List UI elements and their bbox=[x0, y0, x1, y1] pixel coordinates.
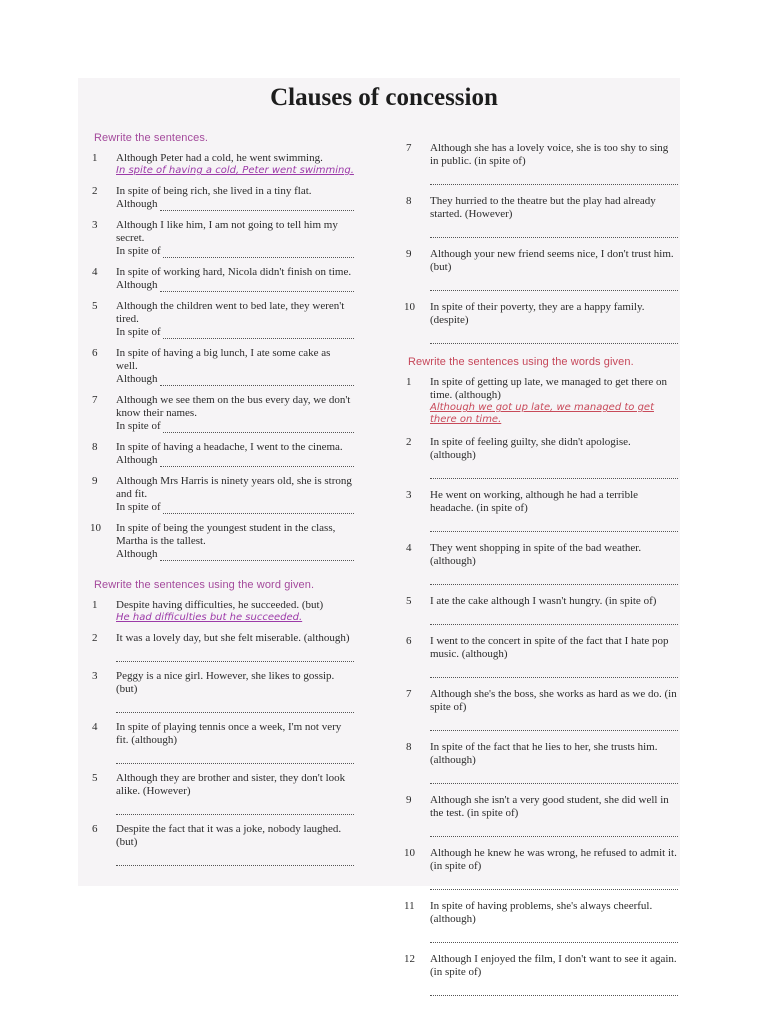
exercise-item bbox=[92, 394, 354, 433]
dotted-answer-blank[interactable] bbox=[116, 804, 354, 815]
exercise-item bbox=[406, 688, 678, 731]
item-sentence: Although we see them on the bus every day, we don't know their names. bbox=[116, 394, 351, 419]
item-number: 7 bbox=[92, 394, 98, 406]
answer-line[interactable] bbox=[116, 501, 354, 514]
item-sentence: I went to the concert in spite of the fact that I hate pop music. (although) bbox=[430, 635, 669, 660]
exercise-item bbox=[92, 823, 354, 866]
item-sentence: Despite the fact that it was a joke, nobody laughed. (but) bbox=[116, 823, 342, 848]
exercise-item bbox=[406, 489, 678, 532]
item-sentence: He went on working, although he had a terrible headache. (in spite of) bbox=[430, 489, 639, 514]
dotted-answer-blank[interactable] bbox=[430, 879, 678, 890]
answer-starter: Although bbox=[116, 279, 158, 291]
item-sentence: Although he knew he was wrong, he refused to admit it. (in spite of) bbox=[430, 847, 677, 872]
section-a-list bbox=[92, 152, 354, 561]
exercise-item bbox=[92, 266, 354, 292]
right-column bbox=[406, 142, 678, 1006]
item-number: 2 bbox=[92, 185, 98, 197]
dotted-answer-blank[interactable] bbox=[430, 227, 678, 238]
exercise-item bbox=[406, 953, 678, 996]
item-number: 10 bbox=[90, 522, 101, 534]
answer-starter: Although bbox=[116, 548, 158, 560]
dotted-answer-blank[interactable] bbox=[163, 503, 354, 514]
exercise-item bbox=[92, 670, 354, 713]
item-sentence: Although the children went to bed late, they weren't tired. bbox=[116, 300, 345, 325]
section-c-heading: Rewrite the sentences using the words given. bbox=[408, 356, 634, 368]
item-number: 8 bbox=[406, 741, 412, 753]
item-number: 7 bbox=[406, 142, 412, 154]
answer-starter: In spite of bbox=[116, 326, 161, 338]
answer-line[interactable] bbox=[116, 245, 354, 258]
item-sentence: Although Peter had a cold, he went swimming. bbox=[116, 152, 323, 164]
item-sentence: Despite having difficulties, he succeeded. (but) bbox=[116, 599, 324, 611]
exercise-item bbox=[406, 248, 678, 291]
exercise-item bbox=[92, 300, 354, 339]
item-number: 4 bbox=[92, 266, 98, 278]
item-number: 12 bbox=[404, 953, 415, 965]
dotted-answer-blank[interactable] bbox=[160, 456, 354, 467]
item-sentence: In spite of their poverty, they are a happy family. (despite) bbox=[430, 301, 645, 326]
item-sentence: In spite of feeling guilty, she didn't apologise. (although) bbox=[430, 436, 631, 461]
item-number: 10 bbox=[404, 847, 415, 859]
item-number: 9 bbox=[92, 475, 98, 487]
exercise-item bbox=[406, 595, 678, 625]
dotted-answer-blank[interactable] bbox=[430, 720, 678, 731]
exercise-item bbox=[92, 347, 354, 386]
section-c-list bbox=[406, 376, 678, 996]
item-sentence: In spite of playing tennis once a week, I'm not very fit. (although) bbox=[116, 721, 342, 746]
exercise-item bbox=[406, 794, 678, 837]
answer-line[interactable] bbox=[116, 279, 354, 292]
item-sentence: Although your new friend seems nice, I don't trust him. (but) bbox=[430, 248, 674, 273]
answer-line[interactable] bbox=[116, 198, 354, 211]
item-number: 5 bbox=[92, 772, 98, 784]
section-b-list bbox=[92, 599, 354, 866]
dotted-answer-blank[interactable] bbox=[163, 422, 354, 433]
item-number: 3 bbox=[92, 219, 98, 231]
item-sentence: I ate the cake although I wasn't hungry. (in spite of) bbox=[430, 595, 657, 607]
handwritten-answer: In spite of having a cold, Peter went swimming. bbox=[116, 165, 354, 176]
answer-starter: In spite of bbox=[116, 501, 161, 513]
item-sentence: Although I like him, I am not going to tell him my secret. bbox=[116, 219, 338, 244]
dotted-answer-blank[interactable] bbox=[430, 468, 678, 479]
answer-line[interactable] bbox=[116, 373, 354, 386]
item-number: 1 bbox=[406, 376, 412, 388]
dotted-answer-blank[interactable] bbox=[163, 328, 354, 339]
exercise-item bbox=[92, 441, 354, 467]
dotted-answer-blank[interactable] bbox=[116, 702, 354, 713]
item-sentence: In spite of being rich, she lived in a tiny flat. bbox=[116, 185, 312, 197]
answer-starter: Although bbox=[116, 373, 158, 385]
exercise-item bbox=[406, 741, 678, 784]
item-number: 8 bbox=[406, 195, 412, 207]
exercise-item bbox=[406, 142, 678, 185]
item-sentence: Although she has a lovely voice, she is too shy to sing in public. (in spite of) bbox=[430, 142, 669, 167]
dotted-answer-blank[interactable] bbox=[430, 521, 678, 532]
answer-line[interactable] bbox=[116, 326, 354, 339]
dotted-answer-blank[interactable] bbox=[430, 174, 678, 185]
item-sentence: They went shopping in spite of the bad weather. (although) bbox=[430, 542, 642, 567]
dotted-answer-blank[interactable] bbox=[430, 574, 678, 585]
item-number: 7 bbox=[406, 688, 412, 700]
dotted-answer-blank[interactable] bbox=[160, 375, 354, 386]
item-sentence: It was a lovely day, but she felt miserable. (although) bbox=[116, 632, 350, 644]
item-sentence: In spite of the fact that he lies to her, she trusts him. (although) bbox=[430, 741, 658, 766]
item-number: 8 bbox=[92, 441, 98, 453]
item-number: 3 bbox=[406, 489, 412, 501]
exercise-item bbox=[406, 301, 678, 344]
item-sentence: In spite of having problems, she's always cheerful. (although) bbox=[430, 900, 653, 925]
item-sentence: They hurried to the theatre but the play had already started. (However) bbox=[430, 195, 656, 220]
item-sentence: In spite of getting up late, we managed to get there on time. (although) bbox=[430, 376, 668, 401]
exercise-item bbox=[92, 772, 354, 815]
exercise-item bbox=[406, 635, 678, 678]
exercise-item bbox=[92, 632, 354, 662]
item-number: 10 bbox=[404, 301, 415, 313]
dotted-answer-blank[interactable] bbox=[116, 855, 354, 866]
item-number: 2 bbox=[406, 436, 412, 448]
dotted-answer-blank[interactable] bbox=[430, 280, 678, 291]
answer-starter: Although bbox=[116, 454, 158, 466]
dotted-answer-blank[interactable] bbox=[430, 773, 678, 784]
page-title: Clauses of concession bbox=[270, 84, 498, 111]
exercise-item bbox=[92, 721, 354, 764]
section-a-heading: Rewrite the sentences. bbox=[94, 132, 209, 144]
dotted-answer-blank[interactable] bbox=[116, 753, 354, 764]
item-sentence: Although Mrs Harris is ninety years old, she is strong and fit. bbox=[116, 475, 352, 500]
dotted-answer-blank[interactable] bbox=[430, 826, 678, 837]
item-number: 9 bbox=[406, 248, 412, 260]
dotted-answer-blank[interactable] bbox=[430, 985, 678, 996]
dotted-answer-blank[interactable] bbox=[116, 651, 354, 662]
item-number: 6 bbox=[92, 823, 98, 835]
dotted-answer-blank[interactable] bbox=[430, 333, 678, 344]
answer-starter: In spite of bbox=[116, 420, 161, 432]
section-b-heading: Rewrite the sentences using the word given. bbox=[94, 579, 315, 591]
dotted-answer-blank[interactable] bbox=[160, 550, 354, 561]
item-sentence: In spite of having a headache, I went to the cinema. bbox=[116, 441, 343, 453]
exercise-item bbox=[92, 152, 354, 177]
dotted-answer-blank[interactable] bbox=[160, 200, 354, 211]
answer-starter: In spite of bbox=[116, 245, 161, 257]
exercise-item bbox=[406, 542, 678, 585]
section-b-list-continued bbox=[406, 142, 678, 344]
dotted-answer-blank[interactable] bbox=[163, 247, 354, 258]
answer-starter: Although bbox=[116, 198, 158, 210]
exercise-item bbox=[406, 376, 678, 426]
item-sentence: In spite of having a big lunch, I ate some cake as well. bbox=[116, 347, 331, 372]
answer-line[interactable] bbox=[116, 420, 354, 433]
item-number: 9 bbox=[406, 794, 412, 806]
item-sentence: Peggy is a nice girl. However, she likes to gossip. (but) bbox=[116, 670, 335, 695]
left-column bbox=[92, 132, 354, 874]
item-sentence: Although she isn't a very good student, she did well in the test. (in spite of) bbox=[430, 794, 669, 819]
item-number: 4 bbox=[406, 542, 412, 554]
dotted-answer-blank[interactable] bbox=[160, 281, 354, 292]
exercise-item bbox=[92, 522, 354, 561]
item-number: 5 bbox=[92, 300, 98, 312]
item-number: 5 bbox=[406, 595, 412, 607]
item-sentence: Although I enjoyed the film, I don't want to see it again. (in spite of) bbox=[430, 953, 677, 978]
answer-line[interactable] bbox=[116, 548, 354, 561]
exercise-item bbox=[92, 219, 354, 258]
dotted-answer-blank[interactable] bbox=[430, 667, 678, 678]
item-number: 6 bbox=[92, 347, 98, 359]
exercise-item bbox=[92, 185, 354, 211]
item-number: 3 bbox=[92, 670, 98, 682]
item-sentence: Although she's the boss, she works as hard as we do. (in spite of) bbox=[430, 688, 677, 713]
dotted-answer-blank[interactable] bbox=[430, 614, 678, 625]
item-number: 1 bbox=[92, 599, 98, 611]
item-number: 6 bbox=[406, 635, 412, 647]
answer-line[interactable] bbox=[116, 454, 354, 467]
exercise-item bbox=[92, 599, 354, 624]
exercise-item bbox=[406, 847, 678, 890]
exercise-item bbox=[406, 195, 678, 238]
handwritten-answer: Although we got up late, we managed to get there on time. bbox=[430, 402, 654, 425]
item-number: 1 bbox=[92, 152, 98, 164]
dotted-answer-blank[interactable] bbox=[430, 932, 678, 943]
item-number: 2 bbox=[92, 632, 98, 644]
exercise-item bbox=[406, 436, 678, 479]
item-sentence: Although they are brother and sister, they don't look alike. (However) bbox=[116, 772, 346, 797]
item-sentence: In spite of being the youngest student in the class, Martha is the tallest. bbox=[116, 522, 336, 547]
item-sentence: In spite of working hard, Nicola didn't finish on time. bbox=[116, 266, 352, 278]
exercise-item bbox=[92, 475, 354, 514]
handwritten-answer: He had difficulties but he succeeded. bbox=[116, 612, 303, 623]
exercise-item bbox=[406, 900, 678, 943]
item-number: 4 bbox=[92, 721, 98, 733]
item-number: 11 bbox=[404, 900, 415, 912]
